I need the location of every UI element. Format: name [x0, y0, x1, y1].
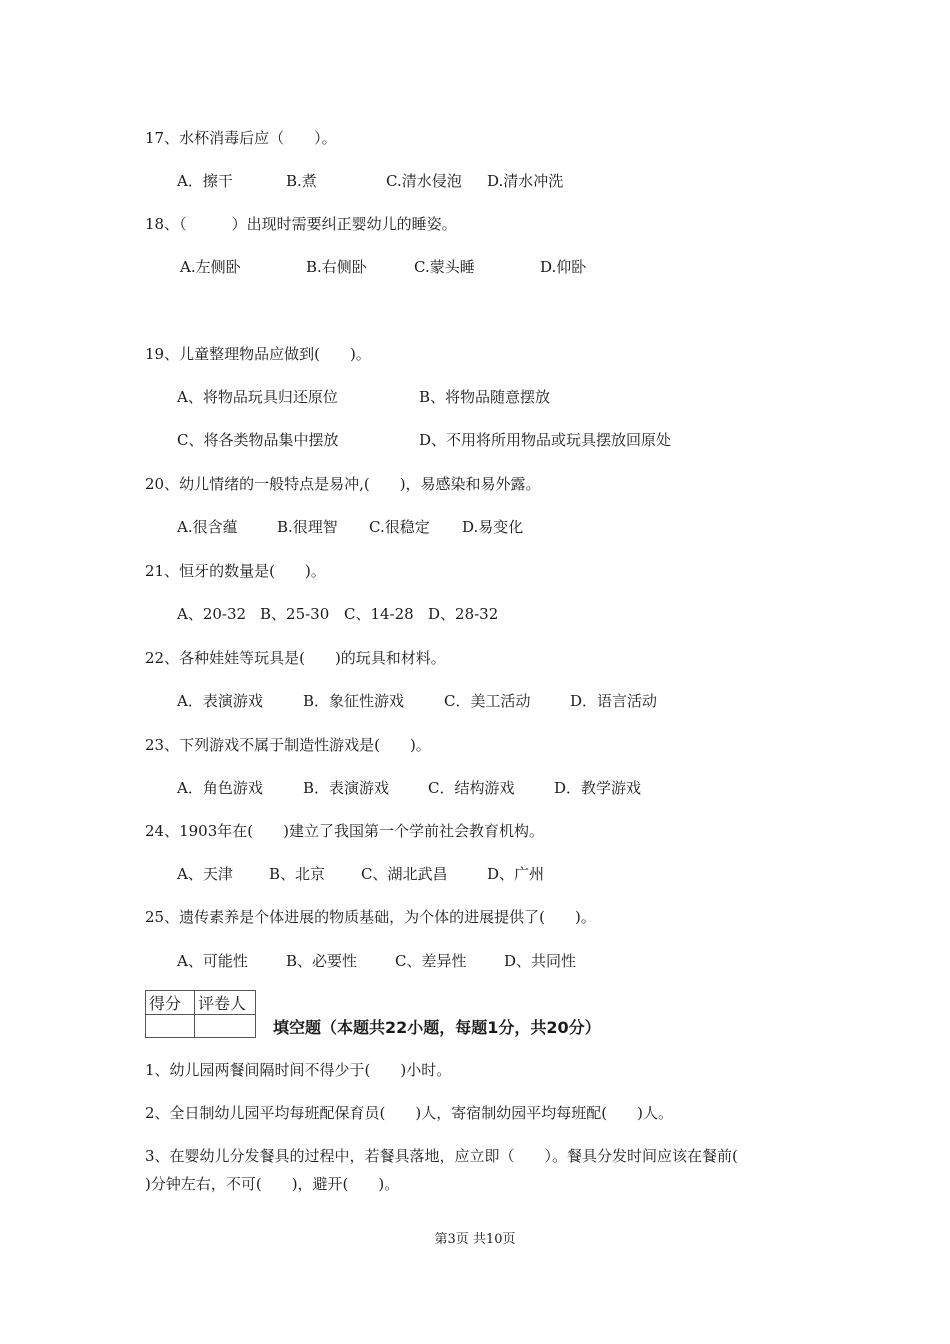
question-25-option-c: C、差异性 — [395, 952, 467, 970]
question-25-option-b: B、必要性 — [286, 952, 358, 970]
question-21-option-c: C、14-28 — [344, 605, 414, 623]
question-23-option-a: A．角色游戏 — [177, 779, 263, 797]
question-23-option-b: B．表演游戏 — [303, 779, 390, 797]
grader-label: 评卷人 — [195, 991, 256, 1015]
question-19-stem: 19、儿童整理物品应做到( )。 — [145, 345, 371, 363]
question-20-option-c: C.很稳定 — [369, 518, 430, 536]
score-cell — [146, 1015, 195, 1038]
question-21-option-d: D、28-32 — [428, 605, 499, 623]
question-25-option-a: A、可能性 — [177, 952, 248, 970]
question-20-option-d: D.易变化 — [462, 518, 524, 536]
question-22-option-d: D．语言活动 — [570, 692, 658, 710]
question-17-option-d: D.清水冲洗 — [487, 172, 564, 190]
question-18-option-a: A.左侧卧 — [180, 258, 241, 276]
question-22-option-b: B．象征性游戏 — [303, 692, 405, 710]
question-18-option-b: B.右侧卧 — [306, 258, 367, 276]
question-17-option-c: C.清水侵泡 — [386, 172, 462, 190]
question-19-option-d: D、不用将所用物品或玩具摆放回原处 — [419, 431, 672, 449]
question-18-option-c: C.蒙头睡 — [414, 258, 475, 276]
question-17-stem: 17、水杯消毒后应（ ）。 — [145, 129, 337, 147]
question-18-option-d: D.仰卧 — [540, 258, 587, 276]
question-21-option-a: A、20-32 — [177, 605, 247, 623]
question-19-option-c: C、将各类物品集中摆放 — [177, 431, 339, 449]
question-21-option-b: B、25-30 — [260, 605, 330, 623]
fill-question-3-continued: )分钟左右，不可( )，避开( )。 — [145, 1175, 400, 1193]
question-21-stem: 21、恒牙的数量是( )。 — [145, 562, 326, 580]
question-20-option-a: A.很含蕴 — [177, 518, 238, 536]
question-23-stem: 23、下列游戏不属于制造性游戏是( )。 — [145, 736, 431, 754]
question-19-option-a: A、将物品玩具归还原位 — [177, 388, 338, 406]
question-18-stem: 18、（ ）出现时需要纠正婴幼儿的睡姿。 — [145, 215, 457, 233]
question-25-option-d: D、共同性 — [504, 952, 577, 970]
question-24-option-d: D、广州 — [487, 865, 545, 883]
question-17-option-a: A．擦干 — [177, 172, 233, 190]
question-24-option-b: B、北京 — [269, 865, 326, 883]
question-17-option-b: B.煮 — [286, 172, 317, 190]
question-20-option-b: B.很理智 — [277, 518, 338, 536]
fill-question-3: 3、在婴幼儿分发餐具的过程中，若餐具落地，应立即（ ）。餐具分发时间应该在餐前( — [145, 1147, 738, 1165]
question-23-option-c: C．结构游戏 — [428, 779, 515, 797]
section-title: 填空题（本题共22小题，每题1分，共20分） — [273, 1018, 601, 1037]
question-23-option-d: D．教学游戏 — [554, 779, 642, 797]
question-22-option-a: A．表演游戏 — [177, 692, 263, 710]
fill-question-2: 2、全日制幼儿园平均每班配保育员( )人，寄宿制幼园平均每班配( )人。 — [145, 1104, 673, 1122]
grader-cell — [195, 1015, 256, 1038]
question-22-option-c: C．美工活动 — [444, 692, 531, 710]
question-25-stem: 25、遗传素养是个体进展的物质基础，为个体的进展提供了( )。 — [145, 908, 596, 926]
score-label: 得分 — [146, 991, 195, 1015]
score-table — [145, 990, 256, 1038]
page-footer: 第3页 共10页 — [434, 1232, 516, 1247]
question-20-stem: 20、幼儿情绪的一般特点是易冲,( )，易感染和易外露。 — [145, 475, 541, 493]
question-22-stem: 22、各种娃娃等玩具是( )的玩具和材料。 — [145, 649, 446, 667]
fill-question-1: 1、幼儿园两餐间隔时间不得少于( )小时。 — [145, 1061, 452, 1079]
question-19-option-b: B、将物品随意摆放 — [419, 388, 551, 406]
question-24-option-c: C、湖北武昌 — [361, 865, 448, 883]
question-24-option-a: A、天津 — [177, 865, 233, 883]
question-24-stem: 24、1903年在( )建立了我国第一个学前社会教育机构。 — [145, 822, 544, 840]
